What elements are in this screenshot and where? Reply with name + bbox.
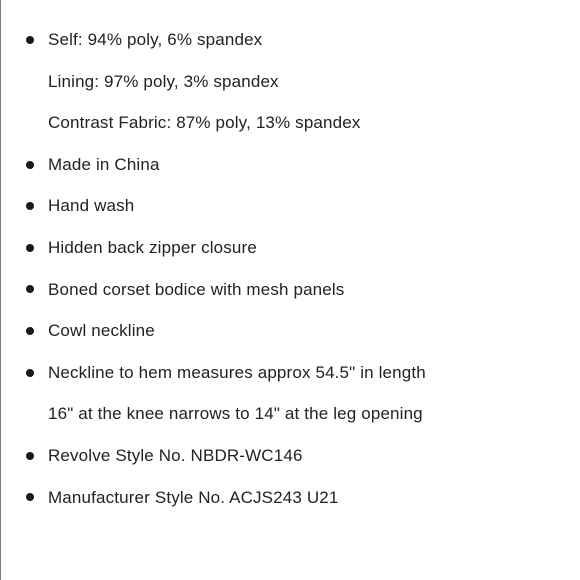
bullet-dot-icon	[26, 285, 34, 293]
detail-care	[0, 185, 580, 227]
detail-length	[0, 352, 580, 394]
detail-text: 16" at the knee narrows to 14" at the leg opening	[48, 404, 423, 424]
bullet-dot-icon	[26, 493, 34, 501]
bullet-dot-icon	[26, 244, 34, 252]
detail-text: Boned corset bodice with mesh panels	[48, 279, 345, 299]
detail-closure	[0, 227, 580, 269]
bullet-dot-icon	[26, 369, 34, 377]
detail-text: Lining: 97% poly, 3% spandex	[48, 71, 279, 91]
detail-text: Hidden back zipper closure	[48, 237, 257, 257]
bullet-dot-icon	[26, 202, 34, 210]
detail-text: Manufacturer Style No. ACJS243 U21	[48, 487, 339, 507]
detail-manufacturer-style	[0, 477, 580, 519]
bullet-dot-icon	[26, 327, 34, 335]
detail-text: Self: 94% poly, 6% spandex	[48, 30, 263, 49]
bullet-dot-icon	[26, 36, 34, 44]
detail-text: Contrast Fabric: 87% poly, 13% spandex	[48, 113, 361, 133]
detail-neckline	[0, 310, 580, 352]
product-details-list	[0, 19, 580, 518]
detail-origin	[0, 144, 580, 186]
bullet-dot-icon	[26, 452, 34, 460]
detail-fabric-lining	[0, 61, 580, 103]
detail-text: Neckline to hem measures approx 54.5" in length	[48, 362, 426, 382]
detail-bodice	[0, 269, 580, 311]
bullet-dot-icon	[26, 161, 34, 169]
detail-text: Hand wash	[48, 196, 135, 216]
detail-text: Revolve Style No. NBDR-WC146	[48, 445, 303, 465]
detail-fabric-contrast	[0, 102, 580, 144]
detail-revolve-style	[0, 435, 580, 477]
detail-text: Made in China	[48, 154, 160, 174]
detail-leg-opening	[0, 393, 580, 435]
detail-text: Cowl neckline	[48, 321, 155, 341]
detail-fabric-self	[0, 19, 580, 61]
